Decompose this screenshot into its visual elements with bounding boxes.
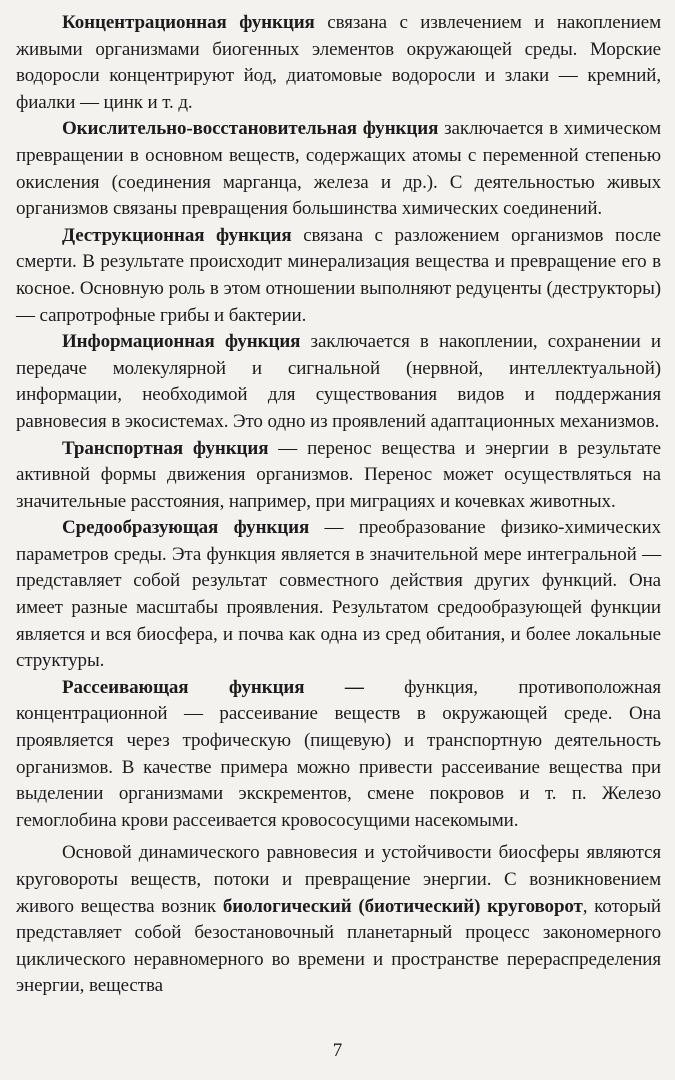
paragraph-text: заключается в химическом превращении в основном веществ, содержащих атомы с переменной степенью окисления (соединения марганца, железа и др.). С деятельностью живых организмов связаны превращения большинства химических соединений. bbox=[16, 118, 661, 220]
paragraph-text: Основой динамического равновесия и устойчивости биосферы являются круговороты веществ, потоки и превращение энергии. С возникновением живого вещества возник bbox=[16, 842, 661, 917]
paragraph-text: связана с разложением организмов после смерти. В результате происходит минерализация вещества и превращение его в косное. Основную роль в этом отношении выполняют редуценты (деструкторы) — сапротрофные грибы и бактерии. bbox=[16, 224, 661, 326]
paragraph-transport-function bbox=[16, 436, 661, 516]
paragraph-text: — преобразование физико-химических параметров среды. Эта функция является в значительной мере интегральной — представляет собой результат совместного действия других функций. Она имеет разные масштабы проявления. Результатом средообразующей функции является и вся биосфера, и почва как одна из сред обитания, и более локальные структуры. bbox=[16, 517, 662, 672]
paragraph-dispersing-function bbox=[16, 675, 661, 835]
paragraph-information-function bbox=[16, 329, 661, 435]
term-environment-forming-function: Средообразующая функция bbox=[62, 517, 310, 539]
term-biological-cycle: биологический (биотический) круговорот bbox=[222, 895, 583, 917]
term-concentration-function: Концентрационная функция bbox=[62, 12, 315, 33]
term-redox-function: Окислительно-восстановительная функция bbox=[62, 118, 439, 140]
paragraph-text: заключается в накоплении, сохранении и передаче молекулярной и сигнальной (нервной, интеллектуальной) информации, необходимой для существования видов и поддержания равновесия в экосистемах. Это одно из проявлений адаптационных механизмов. bbox=[16, 331, 661, 432]
paragraph-text: , который представляет собой безостановочный планетарный процесс закономерного циклического неравномерного во времени и пространстве перераспределения энергии, вещества bbox=[16, 895, 661, 997]
term-dispersing-function: Рассеивающая функция — bbox=[62, 676, 364, 698]
paragraph-concentration-function bbox=[16, 10, 661, 116]
paragraph-text: — перенос вещества и энергии в результате активной формы движения организмов. Перенос может осуществляться на значительные расстояния, например, при миграциях и кочевках животных. bbox=[16, 437, 661, 512]
term-destruction-function: Деструкционная функция bbox=[62, 224, 292, 246]
paragraph-biological-cycle bbox=[16, 840, 661, 1000]
body-text bbox=[16, 10, 661, 1000]
paragraph-text: связана с извлечением и накоплением живыми организмами биогенных элементов окружающей среды. Морские водоросли концентрируют йод, диатомовые водоросли и злаки — кремний, фиалки — цинк и т. д. bbox=[16, 12, 661, 113]
paragraph-redox-function bbox=[16, 116, 661, 222]
term-information-function: Информационная функция bbox=[62, 331, 301, 353]
paragraph-environment-forming-function bbox=[16, 515, 661, 675]
term-transport-function: Транспортная функция bbox=[62, 437, 269, 459]
paragraph-destruction-function bbox=[16, 223, 661, 329]
page-number: 7 bbox=[332, 1040, 343, 1061]
paragraph-text: функция, противоположная концентрационной — рассеивание веществ в окружающей среде. Она проявляется через трофическую (пищевую) и транспортную деятельность организмов. В качестве примера можно привести рассеивание вещества при выделении организмами экскрементов, смене покровов и т. п. Железо гемоглобина крови рассеивается кровососущими насекомыми. bbox=[16, 676, 661, 831]
